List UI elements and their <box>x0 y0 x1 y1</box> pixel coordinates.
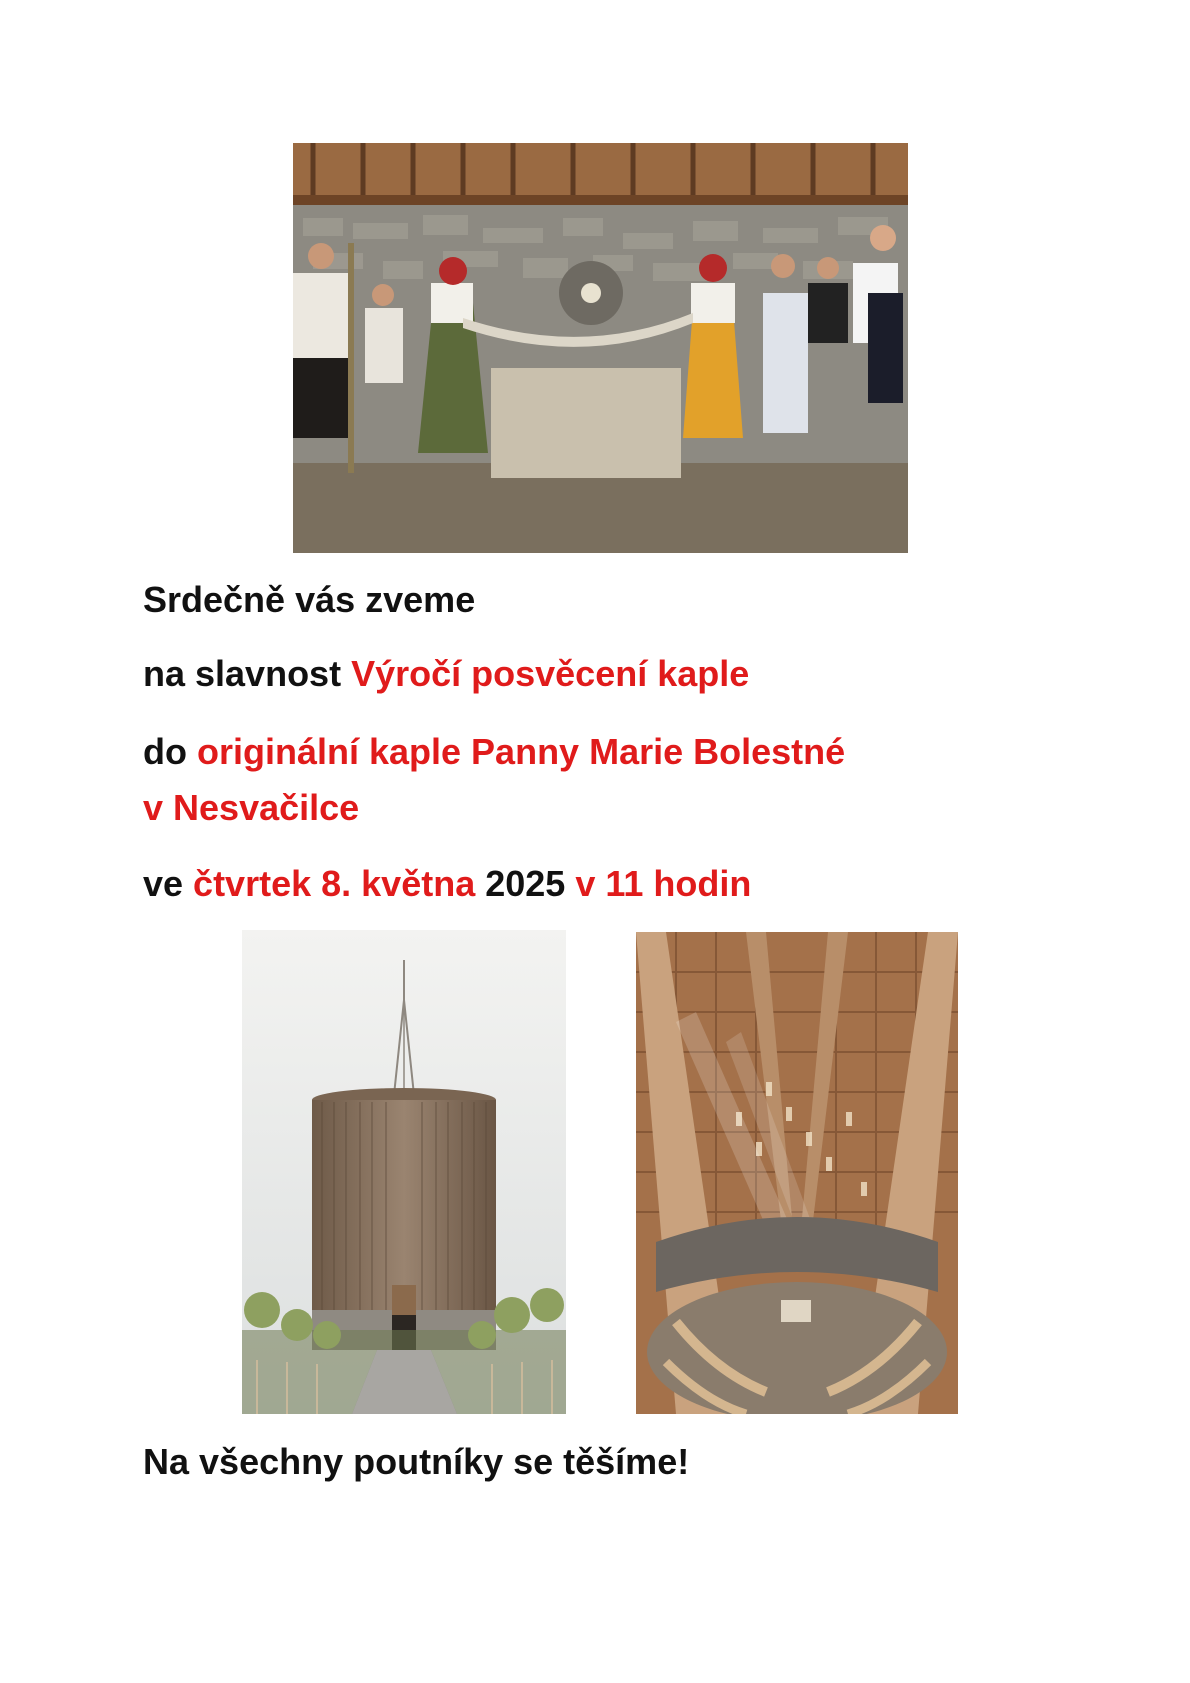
event-time: v 11 hodin <box>575 863 752 904</box>
invitation-line-4 <box>143 786 359 830</box>
invitation-line-2 <box>143 652 749 696</box>
event-prefix: na slavnost <box>143 653 352 694</box>
venue-name: originální kaple Panny Marie Bolestné <box>196 731 846 772</box>
event-name: Výročí posvěcení kaple <box>351 653 750 694</box>
invitation-line-5 <box>143 862 751 906</box>
chapel-exterior-photo <box>242 930 566 1414</box>
date-prefix: ve <box>143 863 194 904</box>
invitation-opening: Srdečně vás zveme <box>143 579 476 620</box>
invitation-line-3 <box>143 730 845 774</box>
chapel-interior-photo <box>636 932 958 1414</box>
ceremony-photo <box>293 143 908 553</box>
invitation-line-1 <box>143 578 475 622</box>
venue-prefix: do <box>143 731 197 772</box>
closing-text: Na všechny poutníky se těšíme! <box>143 1441 690 1482</box>
event-date: čtvrtek 8. května <box>193 863 476 904</box>
event-year: 2025 <box>475 863 576 904</box>
venue-location: v Nesvačilce <box>143 787 360 828</box>
closing-line <box>143 1440 689 1484</box>
